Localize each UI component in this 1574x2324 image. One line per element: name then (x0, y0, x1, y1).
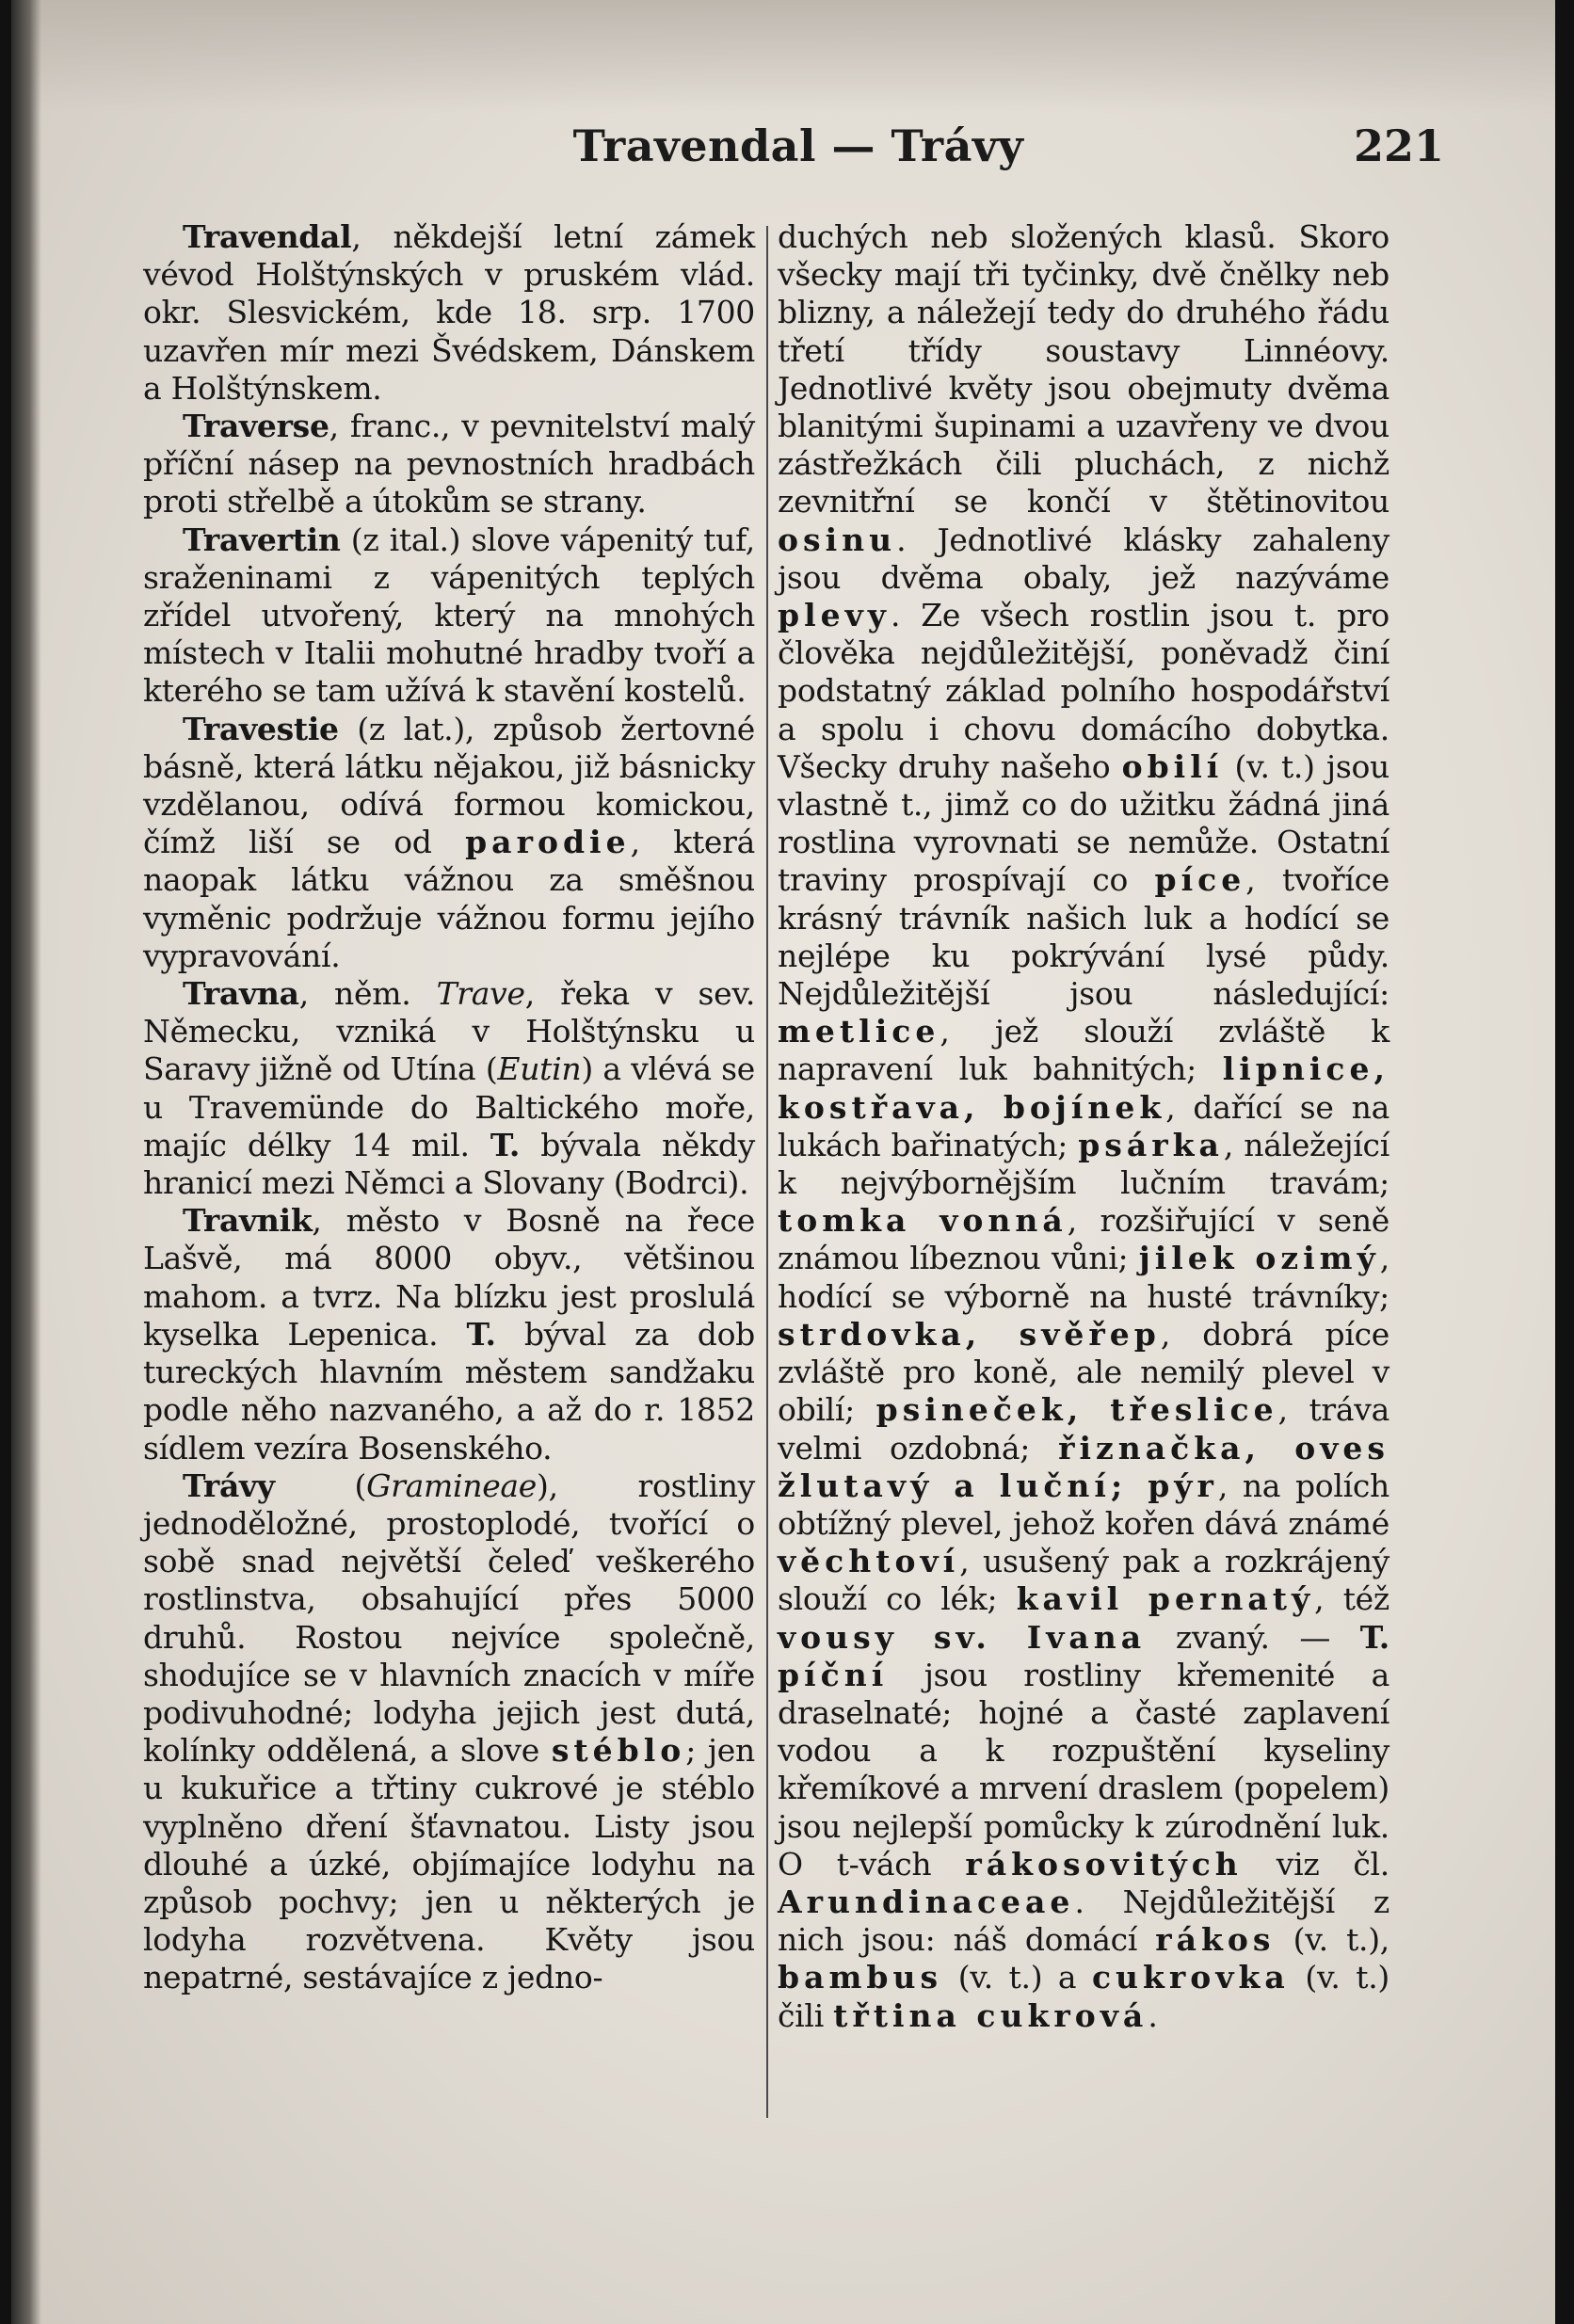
entry-text: viz čl. (1242, 1845, 1389, 1883)
spaced-term: třtina cukrová (833, 1996, 1148, 2034)
entry-text: , řeka v sev. Německu, vzniká v Holštýnsku u Saravy jižně od Utína ( (143, 975, 756, 1088)
spaced-term: strdovka, svěřep (778, 1315, 1161, 1353)
entry-text: (v. t.), (1275, 1921, 1389, 1959)
spaced-term: řiznačka, oves žlutavý a luční; pýr (778, 1429, 1389, 1504)
entry-travy-continued (778, 218, 1389, 2035)
entry-text: bývala někdy hranicí mezi Němci a Slovany (Bodrci). (143, 1126, 755, 1202)
entry-text: , náležející k nejvýbornějším lučním travám; (778, 1126, 1389, 1202)
entry-travna (143, 975, 755, 1202)
abbrev: T. (490, 1126, 521, 1163)
entry-text: , tráva velmi ozdobná; (778, 1391, 1389, 1467)
entry-text: , rozšiřující v seně známou líbeznou vůni; (778, 1202, 1389, 1277)
entry-text: , na polích obtížný plevel, jehož kořen dává známé (778, 1467, 1390, 1542)
spaced-term: lipnice, kostřava, bojínek (778, 1050, 1389, 1126)
headword: Travnik (183, 1202, 313, 1240)
entry-text: ( (274, 1467, 367, 1504)
entry-text: (z ital.) slove vápenitý tuf, sraženinami z vápenitých teplých zřídel utvořený, který na mnohých místech v Italii mohutné hradby tvoří a kterého se tam užívá k stavění kostelů. (143, 521, 755, 710)
entry-text: . (1148, 1996, 1158, 2034)
entry-text: zvaný. — (1146, 1618, 1360, 1656)
entry-travnik (143, 1202, 755, 1467)
italic-term: Eutin (497, 1050, 582, 1088)
spaced-term: stéblo (551, 1732, 686, 1770)
left-column (143, 218, 755, 1997)
headword: Traverse (183, 408, 329, 445)
entry-text: , město v Bosně na řece Lašvě, má 8000 obyv., většinou mahom. a tvrz. Na blízku jest proslulá kyselka Lepenica. (143, 1202, 755, 1353)
entry-text: ; jen u kukuřice a třtiny cukrové je stéblo vyplněno dření šťavnatou. Listy jsou dlouhé a úzké, objímajíce lodyhu na způsob pochvy; jen u některých je lodyha rozvětvena. Květy jsou nepatrné, sestávajíce z jedno- (143, 1732, 755, 1996)
page (11, 0, 1555, 2324)
spaced-term: plevy (778, 597, 891, 634)
entry-text: (z lat.), způsob žertovné básně, která látku nějakou, již básnicky vzdělanou, odívá formou komickou, čímž liší se od (143, 710, 755, 861)
entry-text: , jež slouží zvláště k napravení luk bahnitých; (778, 1013, 1389, 1088)
spaced-term: cukrovka (1091, 1959, 1290, 1996)
entry-text: , usušený pak a rozkrájený slouží co lék; (778, 1543, 1389, 1618)
entry-text: , dařící se na lukách bařinatých; (778, 1088, 1389, 1163)
entry-text: duchých neb složených klasů. Skoro všecky mají tři tyčinky, dvě čnělky neb blizny, a náležejí tedy do druhého řádu třetí třídy soustavy Linnéovy. Jednotlivé květy jsou obejmuty dvěma blanitými šupinami a uzavřeny ve dvou zástřežkách čili pluchách, z nichž zevnitřní se končí v štětinovitou (778, 218, 1389, 521)
spaced-term: psárka (1078, 1126, 1224, 1163)
spaced-term: kavil pernatý (1016, 1580, 1315, 1618)
spaced-term: rákosovitých (965, 1845, 1243, 1883)
entry-text: . Jednotlivé klásky zahaleny jsou dvěma obaly, jež nazýváme (778, 521, 1389, 596)
entry-text: , tvoříce krásný trávník našich luk a hodící se nejlépe ku pokrývání lysé půdy. Nejdůležitější jsou následující: (778, 861, 1389, 1013)
spaced-term: obilí (1121, 747, 1224, 785)
italic-term: Gramineae (366, 1467, 538, 1504)
spaced-term: osinu (778, 521, 897, 558)
spaced-term: věchtoví (778, 1543, 960, 1580)
entry-text: (v. t.) čili (778, 1959, 1389, 2034)
entry-text: býval za dob tureckých hlavním městem sandžaku podle něho nazvaného, a až do r. 1852 sídlem vezíra Bosenského. (143, 1315, 755, 1467)
running-head (11, 120, 1555, 177)
entry-text: ), rostliny jednoděložné, prostoplodé, tvořící o sobě snad největší čeleď veškerého rostlinstva, obsahující přes 5000 druhů. Rostou nejvíce společně, shodujíce se v hlavních znacích v míře podivuhodné; lodyha jejich jest dutá, kolínky oddělená, a slove (143, 1467, 755, 1770)
spaced-term: Arundinaceae (778, 1883, 1075, 1920)
headword: Travendal (183, 218, 352, 255)
entry-text: , dobrá píce zvláště pro koně, ale nemilý plevel v obilí; (778, 1315, 1389, 1429)
running-head-title: Travendal — Trávy (572, 120, 1024, 171)
entry-text: jsou rostliny křemenité a draselnaté; hojné a časté zaplavení vodou a k rozpuštění kyseliny křemíkové a mrvení draslem (popelem) jsou nejlepší pomůcky k zúrodnění luk. O t-vách (778, 1656, 1389, 1883)
entry-text: , franc., v pevnitelství malý příční násep na pevnostních hradbách proti střelbě a útokům se strany. (143, 408, 755, 521)
entry-text: , něm. (298, 975, 437, 1013)
spaced-term: píce (1154, 861, 1246, 899)
page-number: 221 (1353, 120, 1444, 171)
entry-text: (v. t.) jsou vlastně t., jimž co do užitku žádná jiná rostlina vyrovnati se nemůže. Ostatní traviny prospívají co (778, 747, 1390, 899)
book-spine-shadow (11, 0, 41, 2324)
spaced-term: psineček, třeslice (875, 1391, 1278, 1429)
spaced-term: píční (778, 1656, 889, 1693)
entry-text: (v. t.) a (942, 1959, 1092, 1996)
spaced-term: vousy sv. Ivana (778, 1618, 1147, 1656)
entry-text: . Nejdůležitější z nich jsou: náš domácí (778, 1883, 1389, 1959)
entry-text: , hodící se výborně na husté trávníky; (778, 1240, 1389, 1315)
right-column (778, 218, 1389, 2035)
spaced-term: rákos (1155, 1921, 1276, 1959)
spaced-term: parodie (465, 824, 631, 861)
entry-text: , též (1314, 1580, 1389, 1618)
headword: Travestie (183, 710, 339, 747)
headword: Travna (183, 975, 299, 1013)
entry-travestie (143, 711, 755, 975)
entry-travy (143, 1467, 755, 1997)
spaced-term: jilek ozimý (1138, 1240, 1380, 1277)
entry-travendal (143, 218, 755, 408)
headword: Trávy (183, 1467, 275, 1504)
abbrev: T. (466, 1315, 496, 1353)
spaced-term: bambus (778, 1959, 943, 1996)
headword: Travertin (183, 521, 341, 558)
entry-travertin (143, 521, 755, 711)
column-divider (766, 226, 768, 2118)
entry-text: , někdejší letní zámek vévod Holštýnských v pruském vlád. okr. Slesvickém, kde 18. srp. 1700 uzavřen mír mezi Švédskem, Dánskem a Holštýnskem. (143, 218, 755, 407)
entry-text: . Ze všech rostlin jsou t. pro člověka nejdůležitější, poněvadž činí podstatný základ polního hospodářství a spolu i chovu domácího dobytka. Všecky druhy našeho (778, 597, 1389, 785)
spaced-term: metlice (778, 1013, 940, 1050)
entry-text: ) a vlévá se u Travemünde do Baltického moře, majíc délky 14 mil. (143, 1050, 755, 1163)
entry-text: , která naopak látku vážnou za směšnou vyměnic podržuje vážnou formu jejího vypravování. (143, 824, 755, 974)
entry-traverse (143, 408, 755, 521)
abbrev: T. (1359, 1618, 1389, 1656)
spaced-term: tomka vonná (778, 1202, 1068, 1240)
italic-term: Trave (436, 975, 525, 1013)
